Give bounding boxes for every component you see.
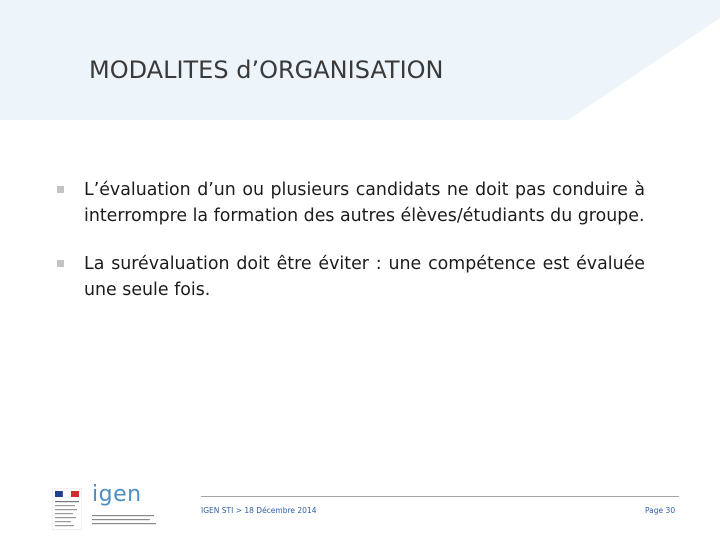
igen-logo-subtitle-icon bbox=[92, 514, 162, 528]
igen-logo bbox=[92, 482, 164, 532]
footer-divider bbox=[201, 496, 679, 497]
bullet-text: L’évaluation d’un ou plusieurs candidats ne doit pas conduire à interrompre la formation des autres élèves/étudiants du groupe. bbox=[84, 180, 645, 226]
square-bullet-icon bbox=[57, 260, 64, 267]
bullet-list bbox=[55, 178, 645, 326]
footer-date-text: IGEN STI > 18 Décembre 2014 bbox=[201, 506, 317, 515]
footer-logos bbox=[52, 482, 164, 532]
slide-title: MODALITES d’ORGANISATION bbox=[89, 56, 444, 84]
bullet-text: La surévaluation doit être éviter : une compétence est évaluée une seule fois. bbox=[84, 254, 645, 300]
bullet-item bbox=[55, 252, 645, 303]
ministry-logo-icon bbox=[52, 488, 82, 530]
igen-logo-text: igen bbox=[92, 482, 142, 507]
square-bullet-icon bbox=[57, 186, 64, 193]
bullet-item bbox=[55, 178, 645, 229]
page-number: Page 30 bbox=[645, 506, 676, 515]
